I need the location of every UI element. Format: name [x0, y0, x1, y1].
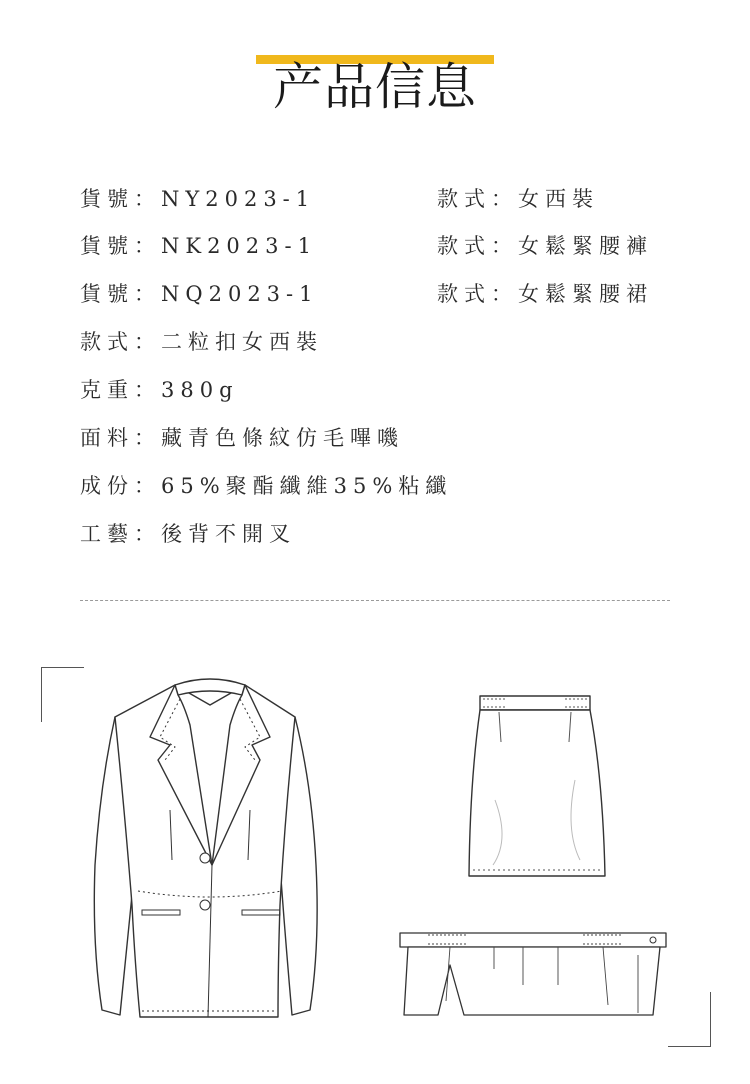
corner-bracket-top-left [41, 667, 84, 722]
spec-row-item-no-3 [80, 280, 319, 308]
spec-label: 款式： [80, 330, 161, 354]
spec-value: NY2023-1 [161, 187, 316, 211]
skirt-illustration [465, 690, 615, 890]
spec-label: 工藝： [80, 522, 161, 546]
spec-value: 380g [161, 378, 239, 402]
trousers-illustration [398, 925, 673, 1020]
style-row-1 [437, 185, 599, 213]
title-wrap [0, 55, 750, 125]
style-row-2 [437, 232, 653, 260]
spec-row-item-no-2 [80, 232, 317, 260]
style-row-3 [437, 280, 653, 308]
spec-label: 面料： [80, 426, 161, 450]
spec-label: 克重： [80, 378, 161, 402]
spec-value: 二粒扣女西裝 [161, 330, 323, 354]
spec-row-style [80, 328, 323, 356]
style-label: 款式： [437, 234, 518, 258]
style-value: 女鬆緊腰褲 [518, 234, 653, 258]
style-label: 款式： [437, 282, 518, 306]
blazer-illustration [80, 665, 340, 1045]
corner-bracket-bottom-right [668, 992, 711, 1047]
spec-row-craft [80, 520, 296, 548]
spec-row-fabric [80, 424, 404, 452]
spec-label: 成份： [80, 474, 161, 498]
spec-value: 65%聚酯纖維35%粘纖 [161, 474, 453, 498]
spec-value: 藏青色條紋仿毛嗶嘰 [161, 426, 404, 450]
spec-value: NQ2023-1 [161, 282, 319, 306]
dashed-divider [80, 600, 670, 601]
spec-label: 貨號： [80, 187, 161, 211]
spec-label: 貨號： [80, 234, 161, 258]
spec-value: NK2023-1 [161, 234, 317, 258]
spec-row-composition [80, 472, 452, 500]
spec-row-item-no-1 [80, 185, 315, 213]
spec-row-weight [80, 376, 239, 404]
style-value: 女鬆緊腰裙 [518, 282, 653, 306]
style-label: 款式： [437, 187, 518, 211]
page-title: 产品信息 [273, 58, 477, 116]
style-value: 女西裝 [518, 187, 599, 211]
spec-value: 後背不開叉 [161, 522, 296, 546]
spec-label: 貨號： [80, 282, 161, 306]
